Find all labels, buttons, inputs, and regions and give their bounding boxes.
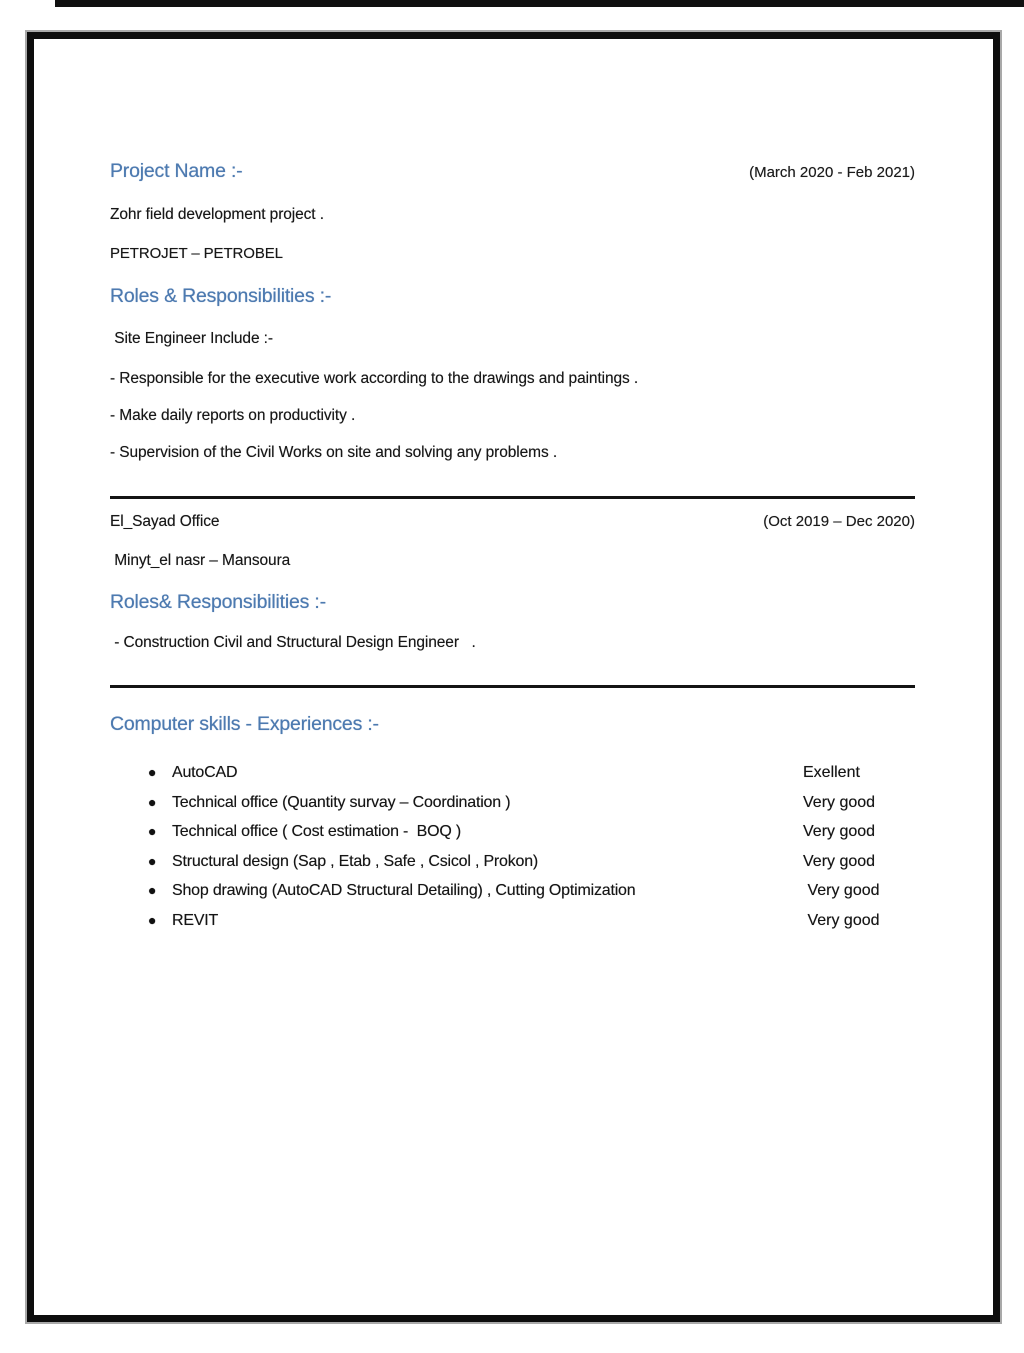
page-border-frame — [27, 32, 1000, 1322]
project2-header-row — [110, 512, 915, 531]
project2-title: El_Sayad Office — [110, 513, 220, 530]
project1-duty-1: - Responsible for the executive work according to the drawings and paintings . — [110, 370, 639, 387]
project2-location-line: Minyt_el nasr – Mansoura — [110, 552, 291, 569]
bullet-icon: ● — [148, 911, 157, 928]
bullet-icon: ● — [148, 852, 157, 869]
project1-title: Project Name :- — [110, 160, 243, 182]
project1-role-intro: Site Engineer Include :- — [110, 330, 273, 347]
bullet-icon: ● — [148, 823, 157, 840]
scan-artifact-strip — [55, 0, 1024, 7]
skill-level: Very good — [803, 882, 880, 900]
project1-name-line: Zohr field development project . — [110, 206, 324, 223]
project1-company-line: PETROJET – PETROBEL — [110, 245, 283, 262]
project1-roles-title: Roles & Responsibilities :- — [110, 285, 332, 307]
skill-level: Very good — [803, 823, 876, 841]
project2-roles-title: Roles& Responsibilities :- — [110, 591, 326, 613]
skill-row — [110, 758, 915, 788]
skill-level: Very good — [803, 793, 876, 811]
bullet-icon: ● — [148, 793, 157, 810]
skill-name: Structural design (Sap , Etab , Safe , Csicol , Prokon) — [172, 852, 539, 870]
bullet-icon: ● — [148, 764, 157, 780]
skill-level: Exellent — [803, 764, 860, 781]
project1-duty-3: - Supervision of the Civil Works on site and solving any problems . — [110, 444, 558, 461]
skill-name: Technical office ( Cost estimation - BOQ ) — [172, 823, 461, 841]
project2-role-line: - Construction Civil and Structural Design Engineer . — [110, 634, 476, 651]
project1-header-row — [110, 160, 915, 183]
skill-name: AutoCAD — [172, 764, 238, 781]
skill-row — [110, 906, 915, 936]
skill-name: REVIT — [172, 911, 219, 929]
skill-row — [110, 876, 915, 906]
skill-name: Technical office (Quantity survay – Coordination ) — [172, 793, 511, 811]
skills-title: Computer skills - Experiences :- — [110, 713, 379, 735]
skill-row — [110, 847, 915, 877]
skill-row — [110, 817, 915, 847]
skill-level: Very good — [803, 852, 876, 870]
section-divider — [110, 496, 915, 499]
skill-level: Very good — [803, 911, 880, 929]
skill-name: Shop drawing (AutoCAD Structural Detailing) , Cutting Optimization — [172, 882, 636, 900]
project1-duty-2: - Make daily reports on productivity . — [110, 407, 356, 424]
project2-date-range: (Oct 2019 – Dec 2020) — [763, 513, 915, 530]
section-divider — [110, 685, 915, 688]
page-content — [34, 39, 993, 1315]
skill-row — [110, 788, 915, 818]
project1-date-range: (March 2020 - Feb 2021) — [749, 164, 915, 181]
bullet-icon: ● — [148, 882, 157, 899]
skills-list — [110, 758, 915, 936]
